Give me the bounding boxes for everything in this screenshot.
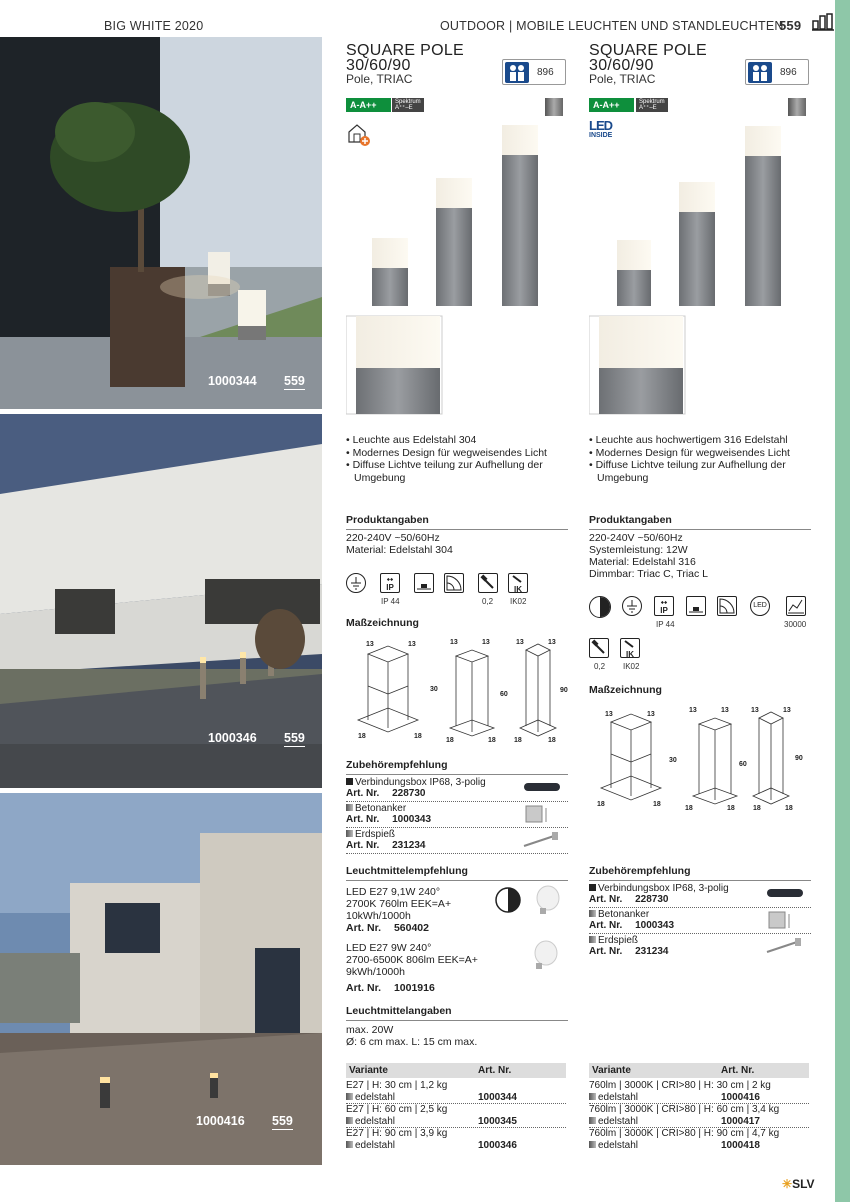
lifetime-icon xyxy=(786,596,806,616)
right-acc-1-num: 228730 xyxy=(635,894,669,905)
catalog-title: BIG WHITE 2020 xyxy=(104,19,204,33)
left-dim-a4: 13 xyxy=(482,639,490,646)
left-vt-row-3[interactable] xyxy=(346,1128,566,1151)
right-acc-3-label: Art. Nr. xyxy=(589,946,623,957)
left-dim-h2: 60 xyxy=(500,691,508,698)
photo-2-page: 559 xyxy=(284,731,305,745)
left-lm-1-line-2: 2700K 760lm EEK=A+ xyxy=(346,898,452,910)
left-dim-b1: 18 xyxy=(358,733,366,740)
photo-2 xyxy=(0,414,322,788)
left-prod-heading: Produktangaben xyxy=(346,514,568,530)
right-vt-row-1[interactable] xyxy=(589,1080,809,1104)
right-variant-table xyxy=(589,1063,809,1151)
right-dim-b5: 18 xyxy=(753,805,761,812)
right-subtitle: Pole, TRIAC xyxy=(589,72,656,86)
right-dimension-drawing xyxy=(589,704,811,816)
left-dim-b6: 18 xyxy=(548,737,556,744)
left-dim-a6: 13 xyxy=(548,639,556,646)
right-ik-text: IK xyxy=(626,650,634,659)
left-acc-heading: Zubehörempfehlung xyxy=(346,759,568,775)
left-bullet-2: • Modernes Design für wegweisendes Licht xyxy=(346,446,547,459)
right-acc-1-name: Verbindungsbox IP68, 3-polig xyxy=(598,883,729,894)
right-vt-3-desc: 760lm | 3000K | CRI>80 | H: 90 cm | 4,7 kg xyxy=(589,1128,780,1139)
right-dim-h3: 90 xyxy=(795,755,803,762)
left-vt-3-desc: E27 | H: 90 cm | 3,9 kg xyxy=(346,1128,448,1139)
led-inside-led: LED xyxy=(589,118,612,133)
right-acc-2-num: 1000343 xyxy=(635,920,675,931)
connection-box-icon xyxy=(522,780,564,794)
right-bullets xyxy=(589,434,811,484)
ground-icon xyxy=(622,596,642,616)
right-dim-h2: 60 xyxy=(739,761,747,768)
left-lm-1-label: Art. Nr. xyxy=(346,922,382,934)
left-acc-3-label: Art. Nr. xyxy=(346,840,380,851)
right-dim-a2: 13 xyxy=(647,711,655,718)
left-info-num: 896 xyxy=(537,67,554,78)
right-acc-item-3 xyxy=(589,934,811,959)
left-prod-line-1: 220-240V ~50/60Hz xyxy=(346,532,440,544)
left-vt-row-2[interactable] xyxy=(346,1104,566,1128)
right-dim-b1: 18 xyxy=(597,801,605,808)
right-acc-1-label: Art. Nr. xyxy=(589,894,623,905)
left-dim-b5: 18 xyxy=(514,737,522,744)
left-vt-header xyxy=(346,1063,566,1078)
left-dimension-drawing xyxy=(346,636,568,748)
impact-hammer-icon xyxy=(478,573,498,593)
beam-angle-icon xyxy=(444,573,464,593)
right-vt-row-3[interactable] xyxy=(589,1128,809,1151)
dimmable-icon xyxy=(589,596,611,618)
right-prod-line-4: Dimmbar: Triac C, Triac L xyxy=(589,568,709,580)
left-energy-label: A-A++ xyxy=(346,98,391,112)
ground-icon xyxy=(346,573,366,593)
right-dim-b6: 18 xyxy=(785,805,793,812)
mounting-icon xyxy=(686,596,706,616)
right-dim-a6: 13 xyxy=(783,707,791,714)
left-vt-1-finish: edelstahl xyxy=(355,1091,396,1103)
right-acc-2-label: Art. Nr. xyxy=(589,920,623,931)
right-acc-3-name: Erdspieß xyxy=(598,935,639,946)
left-lm-2-line-2: 2700-6500K 806lm EEK=A+ xyxy=(346,954,478,966)
left-vt-head-art: Art. Nr. xyxy=(478,1065,512,1076)
left-dim-a5: 13 xyxy=(516,639,524,646)
right-spektrum-1: Spektrum xyxy=(639,99,665,105)
right-dim-b4: 18 xyxy=(727,805,735,812)
left-dim-b4: 18 xyxy=(488,737,496,744)
photo-2-label xyxy=(208,731,305,747)
left-title-2: 30/60/90 xyxy=(346,57,411,74)
right-dim-a1: 13 xyxy=(605,711,613,718)
people-icon xyxy=(748,62,772,83)
right-vt-1-desc: 760lm | 3000K | CRI>80 | H: 30 cm | 2 kg xyxy=(589,1080,771,1091)
right-dim-b2: 18 xyxy=(653,801,661,808)
people-icon xyxy=(505,62,529,83)
left-vt-1-num: 1000344 xyxy=(478,1091,517,1103)
left-prod-line-2: Material: Edelstahl 304 xyxy=(346,544,453,556)
left-lm-2-line-3: 9kWh/1000h xyxy=(346,966,405,978)
left-spektrum-1: Spektrum xyxy=(395,99,421,105)
left-acc-item-2 xyxy=(346,802,568,828)
left-lma-text xyxy=(346,1024,568,1048)
left-finish-swatch xyxy=(545,98,563,116)
impact-hammer-icon xyxy=(589,638,609,658)
led-inside-text: INSIDE xyxy=(589,132,613,139)
right-vt-head-variant: Variante xyxy=(592,1065,631,1076)
left-lm-1-num: 560402 xyxy=(393,922,429,934)
photo-1-art: 1000344 xyxy=(208,374,257,388)
left-ik-text: IK xyxy=(514,585,522,594)
left-info-box xyxy=(502,59,566,85)
beam-angle-icon xyxy=(717,596,737,616)
left-acc-2-label: Art. Nr. xyxy=(346,814,380,825)
right-spektrum xyxy=(636,98,668,112)
left-acc-3-num: 231234 xyxy=(392,840,426,851)
left-lbl-02: 0,2 xyxy=(482,597,494,606)
left-title: SQUARE POLE xyxy=(346,42,465,59)
photo-1-page: 559 xyxy=(284,374,305,388)
left-vt-2-desc: E27 | H: 60 cm | 2,5 kg xyxy=(346,1104,448,1115)
right-finish-swatch xyxy=(788,98,806,116)
left-lm-2-line-1: LED E27 9W 240° xyxy=(346,942,432,954)
right-lbl-ik: IK02 xyxy=(623,662,640,671)
left-acc-list xyxy=(346,776,568,854)
right-vt-2-desc: 760lm | 3000K | CRI>80 | H: 60 cm | 3,4 kg xyxy=(589,1104,780,1115)
right-prod-line-3: Material: Edelstahl 316 xyxy=(589,556,696,568)
left-acc-item-1 xyxy=(346,776,568,802)
left-vt-3-finish: edelstahl xyxy=(355,1139,396,1151)
led-bulb-icon xyxy=(526,940,562,974)
ground-spike-icon xyxy=(765,936,805,956)
left-dim-b2: 18 xyxy=(414,733,422,740)
chapter-tab xyxy=(835,0,850,1202)
right-vt-3-num: 1000418 xyxy=(721,1139,760,1151)
right-info-box xyxy=(745,59,809,85)
right-led-text: LED xyxy=(753,602,767,609)
left-spektrum xyxy=(392,98,424,112)
photo-2-art: 1000346 xyxy=(208,731,257,745)
ik-rating-icon xyxy=(508,573,528,593)
left-acc-2-num: 1000343 xyxy=(392,814,432,825)
right-acc-list xyxy=(589,882,811,959)
left-dim-b3: 18 xyxy=(446,737,454,744)
sun-icon: ✳ xyxy=(782,1177,793,1191)
right-vt-1-num: 1000416 xyxy=(721,1091,760,1103)
left-vt-3-num: 1000346 xyxy=(478,1139,517,1151)
left-variant-table xyxy=(346,1063,566,1151)
right-energy-label: A-A++ xyxy=(589,98,634,112)
brand-text: SLV xyxy=(792,1177,815,1191)
left-mass-heading: Maßzeichnung xyxy=(346,617,419,629)
ip-rating-icon: ⬩⬩ IP xyxy=(654,596,674,616)
photo-3-art: 1000416 xyxy=(196,1114,245,1128)
right-info-num: 896 xyxy=(780,67,797,78)
photo-3-label xyxy=(196,1114,293,1130)
left-dim-a2: 13 xyxy=(408,641,416,648)
dimmable-bulb-icon xyxy=(494,884,566,916)
left-lma-line-1: max. 20W xyxy=(346,1024,394,1036)
right-acc-item-1 xyxy=(589,882,811,908)
right-prod-line-2: Systemleistung: 12W xyxy=(589,544,688,556)
left-bullet-1: • Leuchte aus Edelstahl 304 xyxy=(346,434,477,446)
left-lbl-ip: IP 44 xyxy=(381,597,400,606)
concrete-anchor-icon xyxy=(524,804,554,824)
right-dim-b3: 18 xyxy=(685,805,693,812)
right-spektrum-2: A⁺⁺–E xyxy=(639,105,657,111)
left-lm-1-line-1: LED E27 9,1W 240° xyxy=(346,886,441,898)
right-lbl-ip: IP 44 xyxy=(656,620,675,629)
right-vt-1-finish: edelstahl xyxy=(598,1091,639,1103)
left-vt-head-variant: Variante xyxy=(349,1065,388,1076)
right-prod-line-1: 220-240V ~50/60Hz xyxy=(589,532,683,544)
left-spektrum-2: A⁺⁺–E xyxy=(395,105,413,111)
left-vt-2-num: 1000345 xyxy=(478,1115,517,1127)
right-prod-heading: Produktangaben xyxy=(589,514,811,530)
right-vt-2-finish: edelstahl xyxy=(598,1115,639,1127)
right-acc-3-num: 231234 xyxy=(635,946,669,957)
ik-rating-icon xyxy=(620,638,640,658)
photo-3 xyxy=(0,793,322,1165)
ip-rating-icon: ⬩⬩ IP xyxy=(380,573,400,593)
right-acc-2-name: Betonanker xyxy=(598,909,650,920)
right-dim-h1: 30 xyxy=(669,757,677,764)
left-dim-h3: 90 xyxy=(560,687,568,694)
left-subtitle: Pole, TRIAC xyxy=(346,72,413,86)
left-prod-text xyxy=(346,532,568,556)
left-product-image xyxy=(346,120,568,420)
mounting-icon xyxy=(414,573,434,593)
right-dim-a5: 13 xyxy=(751,707,759,714)
right-acc-heading: Zubehörempfehlung xyxy=(589,865,811,881)
left-acc-item-3 xyxy=(346,828,568,854)
left-acc-1-num: 228730 xyxy=(392,788,426,799)
left-vt-row-1[interactable] xyxy=(346,1080,566,1104)
left-lbl-ik: IK02 xyxy=(510,597,527,606)
right-vt-3-finish: edelstahl xyxy=(598,1139,639,1151)
left-lma-heading: Leuchtmittelangaben xyxy=(346,1005,568,1021)
left-bullets xyxy=(346,434,568,484)
photo-3-page: 559 xyxy=(272,1114,293,1128)
photo-1 xyxy=(0,37,322,409)
left-acc-1-name: Verbindungsbox IP68, 3-polig xyxy=(355,777,486,788)
brand-logo xyxy=(782,1177,815,1191)
left-lm-heading: Leuchtmittelempfehlung xyxy=(346,865,568,881)
section-title: OUTDOOR | MOBILE LEUCHTEN UND STANDLEUCHTEN xyxy=(440,19,784,33)
left-acc-1-label: Art. Nr. xyxy=(346,788,380,799)
right-bullet-2: • Modernes Design für wegweisendes Licht xyxy=(589,446,790,459)
left-lm-1-line-3: 10kWh/1000h xyxy=(346,910,411,922)
left-lm-2-label: Art. Nr. xyxy=(346,982,382,994)
left-bullet-3: • Diffuse Lichtve teilung zur Aufhellung der Umgebung xyxy=(346,459,543,484)
page-number: 559 xyxy=(779,18,802,33)
left-lm-2-num: 1001916 xyxy=(393,982,435,994)
right-acc-item-2 xyxy=(589,908,811,934)
right-title: SQUARE POLE xyxy=(589,42,708,59)
left-dim-a3: 13 xyxy=(450,639,458,646)
right-dim-a3: 13 xyxy=(689,707,697,714)
right-vt-row-2[interactable] xyxy=(589,1104,809,1128)
right-prod-text xyxy=(589,532,811,580)
left-ip-text: IP xyxy=(386,583,394,592)
right-vt-2-num: 1000417 xyxy=(721,1115,760,1127)
photo-1-label xyxy=(208,374,305,390)
right-lbl-life: 30000 xyxy=(784,620,807,629)
right-title-2: 30/60/90 xyxy=(589,57,654,74)
right-bullet-3: • Diffuse Lichtve teilung zur Aufhellung der Umgebung xyxy=(589,459,786,484)
left-vt-2-finish: edelstahl xyxy=(355,1115,396,1127)
building-icon xyxy=(812,13,834,31)
left-dim-a1: 13 xyxy=(366,641,374,648)
left-lma-line-2: Ø: 6 cm max. L: 15 cm max. xyxy=(346,1036,478,1048)
ground-spike-icon xyxy=(522,830,562,850)
left-vt-1-desc: E27 | H: 30 cm | 1,2 kg xyxy=(346,1080,448,1091)
concrete-anchor-icon xyxy=(767,910,797,930)
right-bullet-1: • Leuchte aus hochwertigem 316 Edelstahl xyxy=(589,434,788,446)
left-dim-h1: 30 xyxy=(430,686,438,693)
right-mass-heading: Maßzeichnung xyxy=(589,684,662,696)
right-dim-a4: 13 xyxy=(721,707,729,714)
right-ip-text: IP xyxy=(660,606,668,615)
right-lbl-02: 0,2 xyxy=(594,662,606,671)
right-vt-head-art: Art. Nr. xyxy=(721,1065,755,1076)
right-vt-header xyxy=(589,1063,809,1078)
right-product-image xyxy=(589,120,811,420)
connection-box-icon xyxy=(765,886,807,900)
left-acc-3-name: Erdspieß xyxy=(355,829,396,840)
led-icon xyxy=(750,596,770,616)
left-acc-2-name: Betonanker xyxy=(355,803,407,814)
